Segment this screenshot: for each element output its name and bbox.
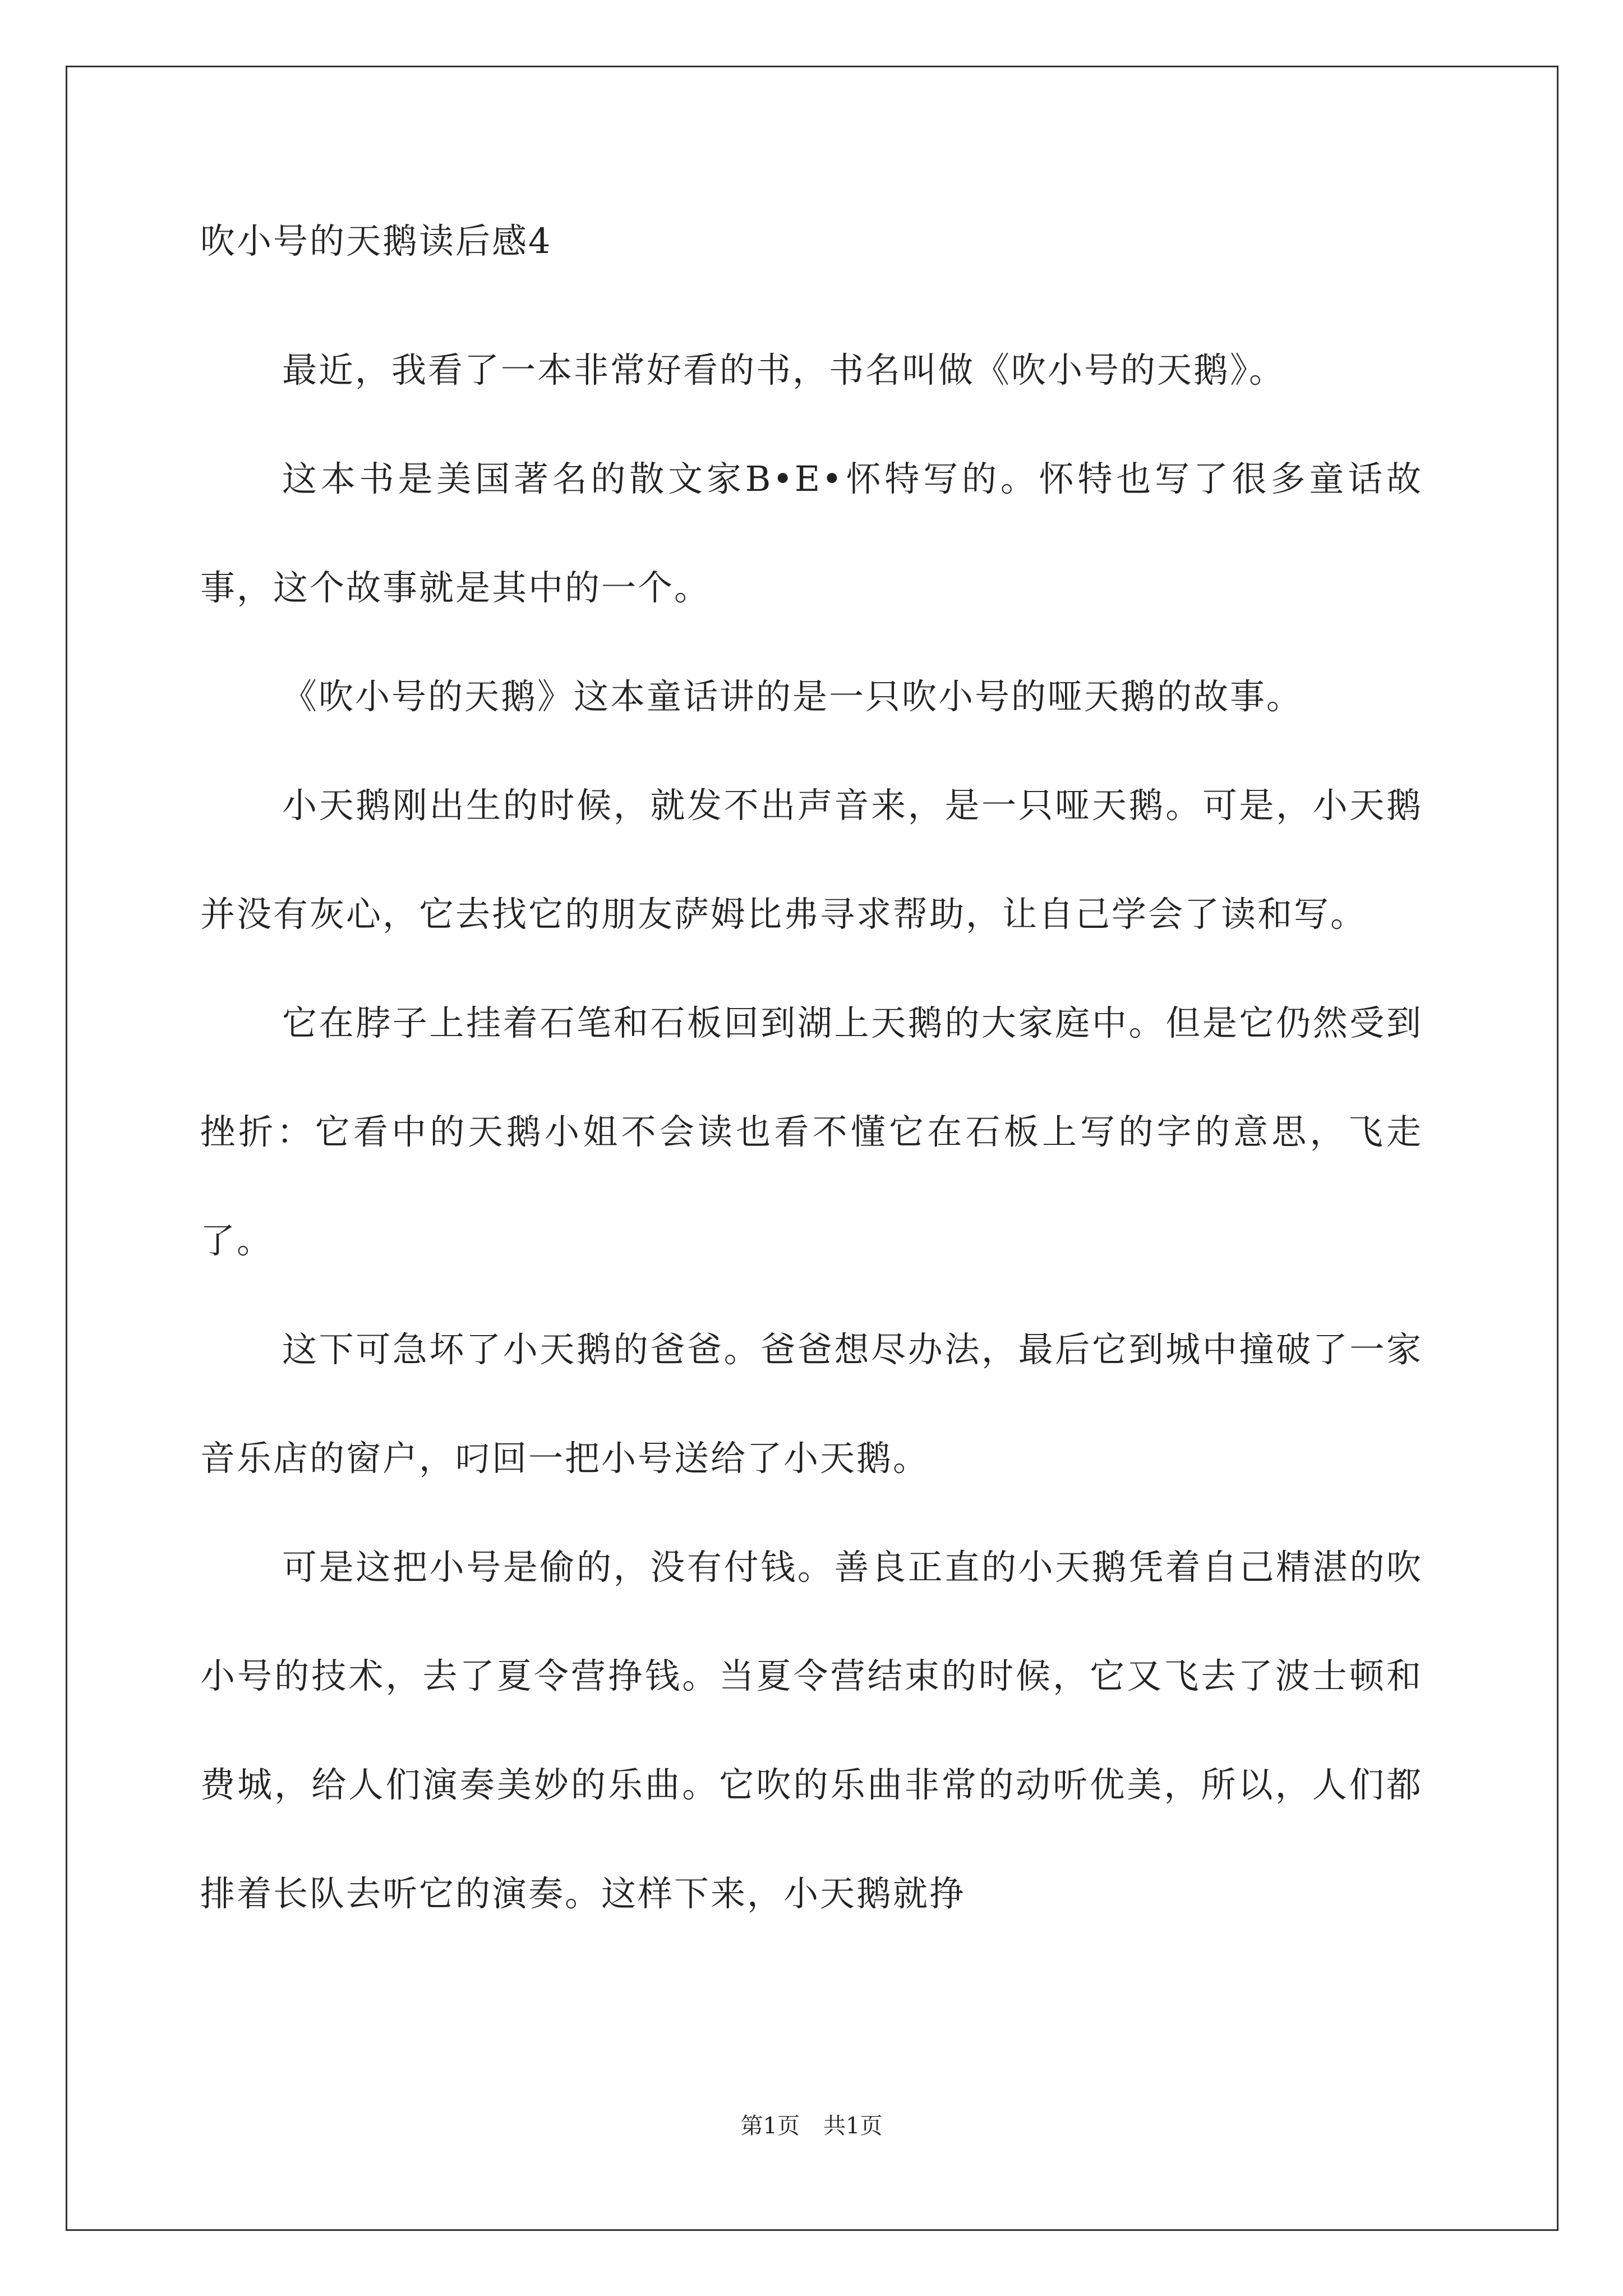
document-title: 吹小号的天鹅读后感4 [200,220,552,261]
paragraph: 小天鹅刚出生的时候，就发不出声音来，是一只哑天鹅。可是，小天鹅并没有灰心，它去找它的朋友萨姆比弗寻求帮助，让自己学会了读和写。 [200,785,1423,935]
paragraph: 这本书是美国著名的散文家B•E•怀特写的。怀特也写了很多童话故事，这个故事就是其中的一个。 [200,458,1423,608]
paragraph: 最近，我看了一本非常好看的书，书名叫做《吹小号的天鹅》。 [282,349,1286,390]
paragraph: 《吹小号的天鹅》这本童话讲的是一只吹小号的哑天鹅的故事。 [282,676,1303,717]
page-number-current: 第1页 [740,2113,800,2139]
paragraph: 它在脖子上挂着石笔和石板回到湖上天鹅的大家庭中。但是它仍然受到挫折：它看中的天鹅小姐不会读也看不懂它在石板上写的字的意思，飞走了。 [200,1002,1423,1261]
page-number-total: 共1页 [823,2113,883,2139]
paragraph: 这下可急坏了小天鹅的爸爸。爸爸想尽办法，最后它到城中撞破了一家音乐店的窗户，叼回一把小号送给了小天鹅。 [200,1329,1423,1479]
paragraph: 可是这把小号是偷的，没有付钱。善良正直的小天鹅凭着自己精湛的吹小号的技术，去了夏令营挣钱。当夏令营结束的时候，它又飞去了波士顿和费城，给人们演奏美妙的乐曲。它吹的乐曲非常的动听优美，所以，人们都排着长队去听它的演奏。这样下来，小天鹅就挣 [200,1547,1423,1914]
document-body [200,213,1423,1948]
page-footer [0,2109,1623,2143]
